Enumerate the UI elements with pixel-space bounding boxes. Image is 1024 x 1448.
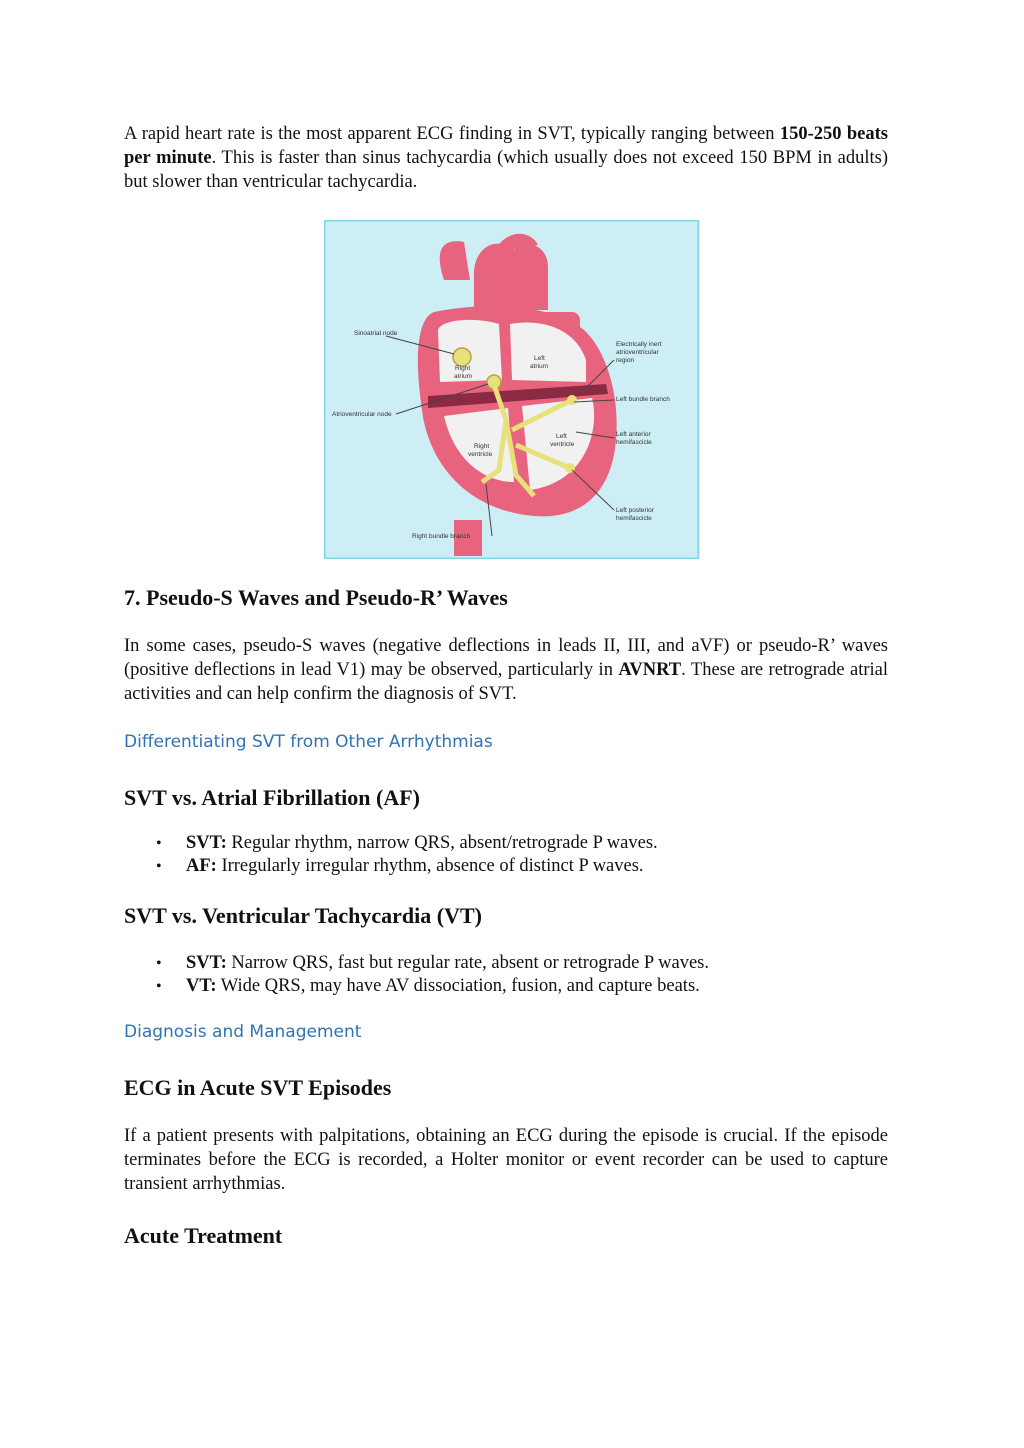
aortic-arch <box>474 244 548 310</box>
heart-conduction-figure <box>324 220 699 559</box>
label-left-bundle: Left bundle branch <box>616 396 670 403</box>
label-inert-1: Electrically inert <box>616 341 662 348</box>
ecg-paragraph: If a patient presents with palpitations, obtaining an ECG during the episode is crucial. If the episode terminates before the ECG is recorded, a Holter monitor or event recorder can be used to capture transient arrhythmias. <box>124 1126 888 1194</box>
label-lph-2: hemifascicle <box>616 515 652 522</box>
label-right-ventricle-1: Right <box>474 443 490 450</box>
list-item: • SVT: Regular rhythm, narrow QRS, absent/retrograde P waves. <box>186 832 888 855</box>
af-list <box>124 832 888 878</box>
heading-af: SVT vs. Atrial Fibrillation (AF) <box>124 785 420 810</box>
label-left-atrium-1: Left <box>534 355 545 362</box>
label-left-ventricle-2: ventricle <box>550 441 575 448</box>
label-right-ventricle-2: ventricle <box>468 451 493 458</box>
subheading-differentiating: Differentiating SVT from Other Arrhythmias <box>124 732 493 752</box>
label-lah-1: Left anterior <box>616 431 651 438</box>
label-av-node: Atrioventricular node <box>332 411 392 418</box>
label-right-atrium-1: Right <box>455 365 471 372</box>
avnrt-bold: AVNRT <box>618 660 682 680</box>
label-lah-2: hemifascicle <box>616 439 652 446</box>
lah-end <box>567 395 577 405</box>
label-right-atrium-2: atrium <box>454 373 473 380</box>
heading-acute: Acute Treatment <box>124 1223 283 1248</box>
label-sinoatrial: Sinoatrial node <box>354 330 398 337</box>
intro-paragraph: A rapid heart rate is the most apparent ECG finding in SVT, typically ranging between 150-250 beats per minute. This is faster than sinus tachycardia (which usually does not exceed 150 BPM in adults) but slower than ventricular tachycardia. <box>124 124 888 192</box>
section7-paragraph: In some cases, pseudo-S waves (negative deflections in leads II, III, and aVF) or pseudo-R’ waves (positive deflections in lead V1) may be observed, particularly in AVNRT. These are retrograde atrial activities and can help confirm the diagnosis of SVT. <box>124 636 889 704</box>
sinoatrial-node-mark <box>453 348 471 366</box>
subheading-diagnosis: Diagnosis and Management <box>124 1022 362 1042</box>
vt-list <box>124 952 888 998</box>
label-inert-2: atrioventricular <box>616 349 659 356</box>
intro-rate-bold: 150-250 beats per minute <box>124 124 888 168</box>
label-inert-3: region <box>616 357 635 364</box>
heading-section7: 7. Pseudo-S Waves and Pseudo-R’ Waves <box>124 585 508 610</box>
label-lph-1: Left posterior <box>616 507 654 514</box>
heading-ecg: ECG in Acute SVT Episodes <box>124 1075 392 1100</box>
content-lower <box>124 584 888 1250</box>
label-left-ventricle-1: Left <box>556 433 567 440</box>
label-right-bundle: Right bundle branch <box>412 533 471 540</box>
label-left-atrium-2: atrium <box>530 363 549 370</box>
list-item: • VT: Wide QRS, may have AV dissociation, fusion, and capture beats. <box>186 975 888 998</box>
list-item: • AF: Irregularly irregular rhythm, absence of distinct P waves. <box>186 855 888 878</box>
list-item: • SVT: Narrow QRS, fast but regular rate, absent or retrograde P waves. <box>186 952 888 975</box>
heading-vt: SVT vs. Ventricular Tachycardia (VT) <box>124 903 482 928</box>
